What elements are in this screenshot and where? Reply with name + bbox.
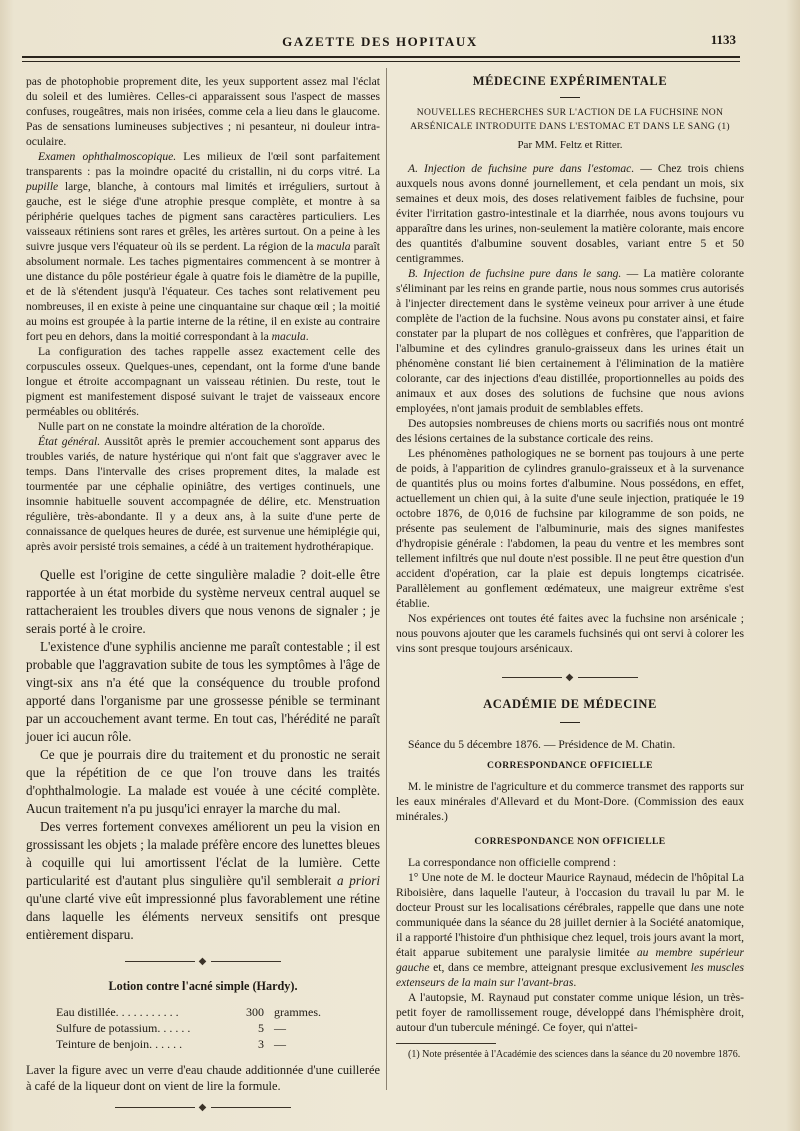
paragraph: M. le ministre de l'agriculture et du commerce transmet des rapports sur les eaux minérales d'Allevard et du Mont-Dore. (Commission des eaux minérales.) (396, 780, 744, 823)
column-divider (386, 68, 387, 1090)
recipe-name: Eau distillée. . . . . . . . . . . (56, 1005, 179, 1019)
paragraph: Nos expériences ont toutes été faites avec la fuchsine non arsénicale ; nous pouvons ajouter que les caramels fuchsinés qui ont servi à colorer les vins sont presque toujours arsénicaux. (396, 612, 744, 655)
paragraph: A l'autopsie, M. Raynaud put constater comme unique lésion, un très-petit foyer de ramollissement rouge, développé dans l'hémisphère droit, autour d'un tubercule méningé. Ce foyer, qui n'attei- (396, 991, 744, 1034)
paragraph: Des autopsies nombreuses de chiens morts ou sacrifiés nous ont montré des lésions certaines de la substance corticale des reins. (396, 417, 744, 445)
paragraph: Quelle est l'origine de cette singulière maladie ? doit-elle être rapportée à un état morbide du système nerveux central auquel se rattacheraient les troubles divers que nous venons de signaler ; je serais porté à le croire. (26, 567, 380, 636)
paragraph-ophthalmoscopy (26, 149, 380, 344)
subsection-title: CORRESPONDANCE NON OFFICIELLE (474, 836, 666, 847)
section-title: ACADÉMIE DE MÉDECINE (483, 697, 657, 711)
recipe-qty: 300 (246, 1005, 264, 1019)
ornament-divider: ◆ (26, 954, 380, 969)
right-column (396, 74, 744, 1061)
recipe-unit: grammes. (274, 1005, 321, 1019)
text-run: Des verres fortement convexes améliorent un peu la vision en grossissant les objets ; la malade préfère encore des lunettes bleues à coquille qui lui amortissent l'éclat de la lumière. Cette particularité est d'autant plus singulière qu'il semblerait (26, 819, 380, 888)
text-run: Aussitôt après le premier accouchement sont apparus des troubles variés, de nature hystérique qui n'ont fait que s'aggraver avec le temps. Dans l'intervalle des crises proprement dites, la malade est tourmentée par une céphalie opiniâtre, des vertiges continuels, une insomnie habituelle souvent accompagnée de délire, etc. Menstruation régulière, très-abondante. Il y a deux ans, à la suite d'une perte de connaissance de quelques heures de durée, est survenue une hémiplégie qui, après avoir persisté trois semaines, a cédé à un traitement hydrothérapique. (26, 435, 380, 553)
recipe-qty: 5 (258, 1021, 264, 1035)
recipe-row (56, 1036, 326, 1052)
text-run-italic: au membre supérieur gauche (396, 946, 744, 974)
text-run: . (573, 976, 577, 989)
paragraph-a (396, 161, 744, 266)
discussion-block (26, 566, 380, 944)
subheading: B. Injection de fuchsine pure dans le sang. (408, 267, 622, 280)
text-run: — La matière colorante s'éliminant par les reins en grande partie, nous nous sommes crus autorisés à l'injecter directement dans le système veineux pour arriver à une étude complète de l'action de la fuchsine. Nous avons pu constater ainsi, et faire constater par la plupart de nos collègues et confrères, que l'apparition de l'albumine et des cylindres granulo-graisseux dans les urines était un phénomène constant lié bien certainement à l'élimination de la matière colorante, car des injections d'eau distillée, proportionnelles au poids des animaux et aux doses des solutions de fuchsine que nous avions employées, n'ont jamais produit de semblables effets. (396, 267, 744, 415)
journal-title: GAZETTE DES HOPITAUX (282, 34, 478, 49)
subsection-title: CORRESPONDANCE OFFICIELLE (487, 760, 653, 771)
recipe-row (56, 1020, 326, 1036)
paragraph: Les phénomènes pathologiques ne se bornent pas toujours à une perte de poids, à l'apparition de cylindres granulo-graisseux et à la survenance de quantités plus ou moins fortes d'albumine. Nous possédons, en effet, actuellement un chien qui, à la suite d'une seule injection, pratiquée le 19 octobre 1876, de 0,016 de fuchsine par kilogramme de son poids, ne présente pas seulement de l'albuminurie, mais des signes manifestes d'hydropisie générale : l'abdomen, la peau du ventre et les membres sont tellement infiltrés que nul doute n'est possible. Il ne peut être question d'un accident d'opération, car la plaie est depuis longtemps cicatrisée. Parallèlement au gonflement œdémateux, une maigreur extrême s'est établie. (396, 447, 744, 610)
paragraph-item-1 (396, 870, 744, 990)
text-run-italic: macula (316, 240, 351, 253)
text-run-italic: les muscles extenseurs de la main sur l'avant-bras (396, 961, 744, 989)
ornament-divider: ◆ (396, 670, 744, 685)
recipe-list (56, 1004, 326, 1052)
text-run: paraît absolument normale. Les taches pigmentaires commencent à se montrer à une distance du pôle postérieur égale à quatre fois le diamètre de la pupille, et de là s'étendent jusqu'à l'équateur. Ces taches sont relativement peu nombreuses, il en existe à peine une cinquantaine sur chaque œil ; la moitié au moins est groupée à la partie interne de la rétine, il en existe au contraire fort peu en dehors, dans la moitié correspondant à la (26, 240, 380, 343)
recipe-name: Sulfure de potassium. . . . . . (56, 1021, 191, 1035)
paragraph: La configuration des taches rappelle assez exactement celle des corpuscules osseux. Quelques-unes, cependant, ont la forme d'une bande longue et étroite accompagnant un vaisseau rétinien. Du reste, tout le pigment est manifestement disposé suivant le trajet de vaisseaux encore perméables ou oblitérés. (26, 345, 380, 418)
subheading: A. Injection de fuchsine pure dans l'estomac. (408, 162, 635, 175)
recipe-qty: 3 (258, 1037, 264, 1051)
paragraph (26, 818, 380, 944)
recipe-name: Teinture de benjoin. . . . . . (56, 1037, 183, 1051)
text-run: qu'une clarté vive eût impressionné plus favorablement une rétine dans laquelle les éléments nerveux sensitifs ont presque entièrement disparu. (26, 891, 380, 942)
paragraph: pas de photophobie proprement dite, les yeux supportent assez mal l'éclat du soleil et des lumières. Celles-ci apparaissent sous l'aspect de masses confuses, rougeâtres, mais non irisées, comme cela a lieu dans le glaucome. Pas de sensations lumineuses subjectives ; ni pesanteur, ni douleur intra-oculaire. (26, 75, 380, 148)
text-run-italic: pupille (26, 180, 59, 193)
left-column (26, 74, 380, 1125)
paragraph: La correspondance non officielle comprend : (408, 856, 617, 869)
section-title: MÉDECINE EXPÉRIMENTALE (472, 74, 668, 88)
recipe-row (56, 1004, 326, 1020)
text-run-italic: macula (271, 330, 306, 343)
recipe-unit: — (274, 1021, 286, 1035)
footnote-rule (396, 1043, 496, 1044)
text-run: Les milieux de l'œil sont parfaitement transparents : pas la moindre opacité du cristallin, ni du corps vitré. La (26, 150, 380, 178)
short-rule (560, 97, 580, 98)
page-header (20, 32, 740, 52)
lotion-instructions: Laver la figure avec un verre d'eau chaude additionnée d'une cuillerée à café de la liqueur dont on vient de lire la formule. (26, 1063, 380, 1093)
article-title: NOUVELLES RECHERCHES SUR L'ACTION DE LA FUCHSINE NON ARSÉNICALE INTRODUITE DANS L'ESTOMAC ET DANS LE SANG (1) (410, 107, 730, 132)
page-number: 1133 (710, 32, 736, 47)
footnote: (1) Note présentée à l'Académie des sciences dans la séance du 20 novembre 1876. (408, 1049, 741, 1060)
recipe-unit: — (274, 1037, 286, 1051)
header-rule-thin (22, 61, 740, 62)
text-run-italic: a priori (336, 873, 381, 888)
text-run: — Chez trois chiens auxquels nous avons donné journellement, et cela pendant un mois, six semaines et deux mois, des doses relativement faibles de fuchsine, pour éviter l'irritation gastro-intestinale et la diarrhée, nous avons toujours vu apparaître dans les urines, non-seulement la matière colorante, mais encore des quantités d'albumine souvent dosables, variant entre 5 et 50 centigrammes. (396, 162, 744, 265)
paragraph-b (396, 266, 744, 416)
header-rule-thick (22, 56, 740, 58)
paragraph: Ce que je pourrais dire du traitement et du pronostic ne serait que la répétition de ce que l'on trouve dans les traités d'ophthalmologie. La malade est vouée à une cécité complète. Aucun traitement n'a pu jusqu'ici enrayer la marche du mal. (26, 747, 380, 816)
short-rule (560, 722, 580, 723)
subheading: État général. (38, 435, 101, 448)
text-run: large, blanche, à contours mal limités et irréguliers, surtout à gauche, est le siége d'une atrophie presque complète, et montre à sa périphérie quelques taches de pigment sans caractères particuliers. Les vaisseaux rétiniens sont rares et grêles, les artères surtout. On a peine à les suivre jusque vers l'équateur où ils se perdent. La région de la (26, 180, 380, 253)
paragraph-general-state (26, 434, 380, 554)
text-run: et, dans ce membre, atteignant presque exclusivement (429, 961, 691, 974)
text-run: . (305, 330, 309, 343)
text-run: 1° Une note de M. le docteur Maurice Raynaud, médecin de l'hôpital La Riboisière, dans laquelle l'auteur, à l'occasion du travail lu par M. le docteur Proust sur les localisations cérébrales, rappelle que dans une note communiquée dans la séance du 28 juillet dernier à la Société anatomique, il a rapporté l'histoire d'un phthisique chez lequel, trois jours avant la mort, était apparue subitement une paralysie limitée (396, 871, 744, 959)
ornament-divider: ◆ (26, 1100, 380, 1115)
paragraph: L'existence d'une syphilis ancienne me paraît contestable ; il est probable que l'aggravation subite de tous les symptômes à l'âge de vingt-six ans n'a été que la conséquence du trouble profond apporté dans l'organisme par une grossesse pénible se terminant par un accouchement avant terme. En tout cas, l'hérédité ne paraît jouer ici aucun rôle. (26, 639, 380, 744)
article-byline: Par MM. Feltz et Ritter. (517, 139, 623, 151)
session-line: Séance du 5 décembre 1876. — Présidence de M. Chatin. (408, 738, 676, 751)
lotion-title: Lotion contre l'acné simple (Hardy). (108, 979, 298, 993)
subheading: Examen ophthalmoscopique. (38, 150, 177, 163)
paragraph: Nulle part on ne constate la moindre altération de la choroïde. (38, 420, 325, 433)
